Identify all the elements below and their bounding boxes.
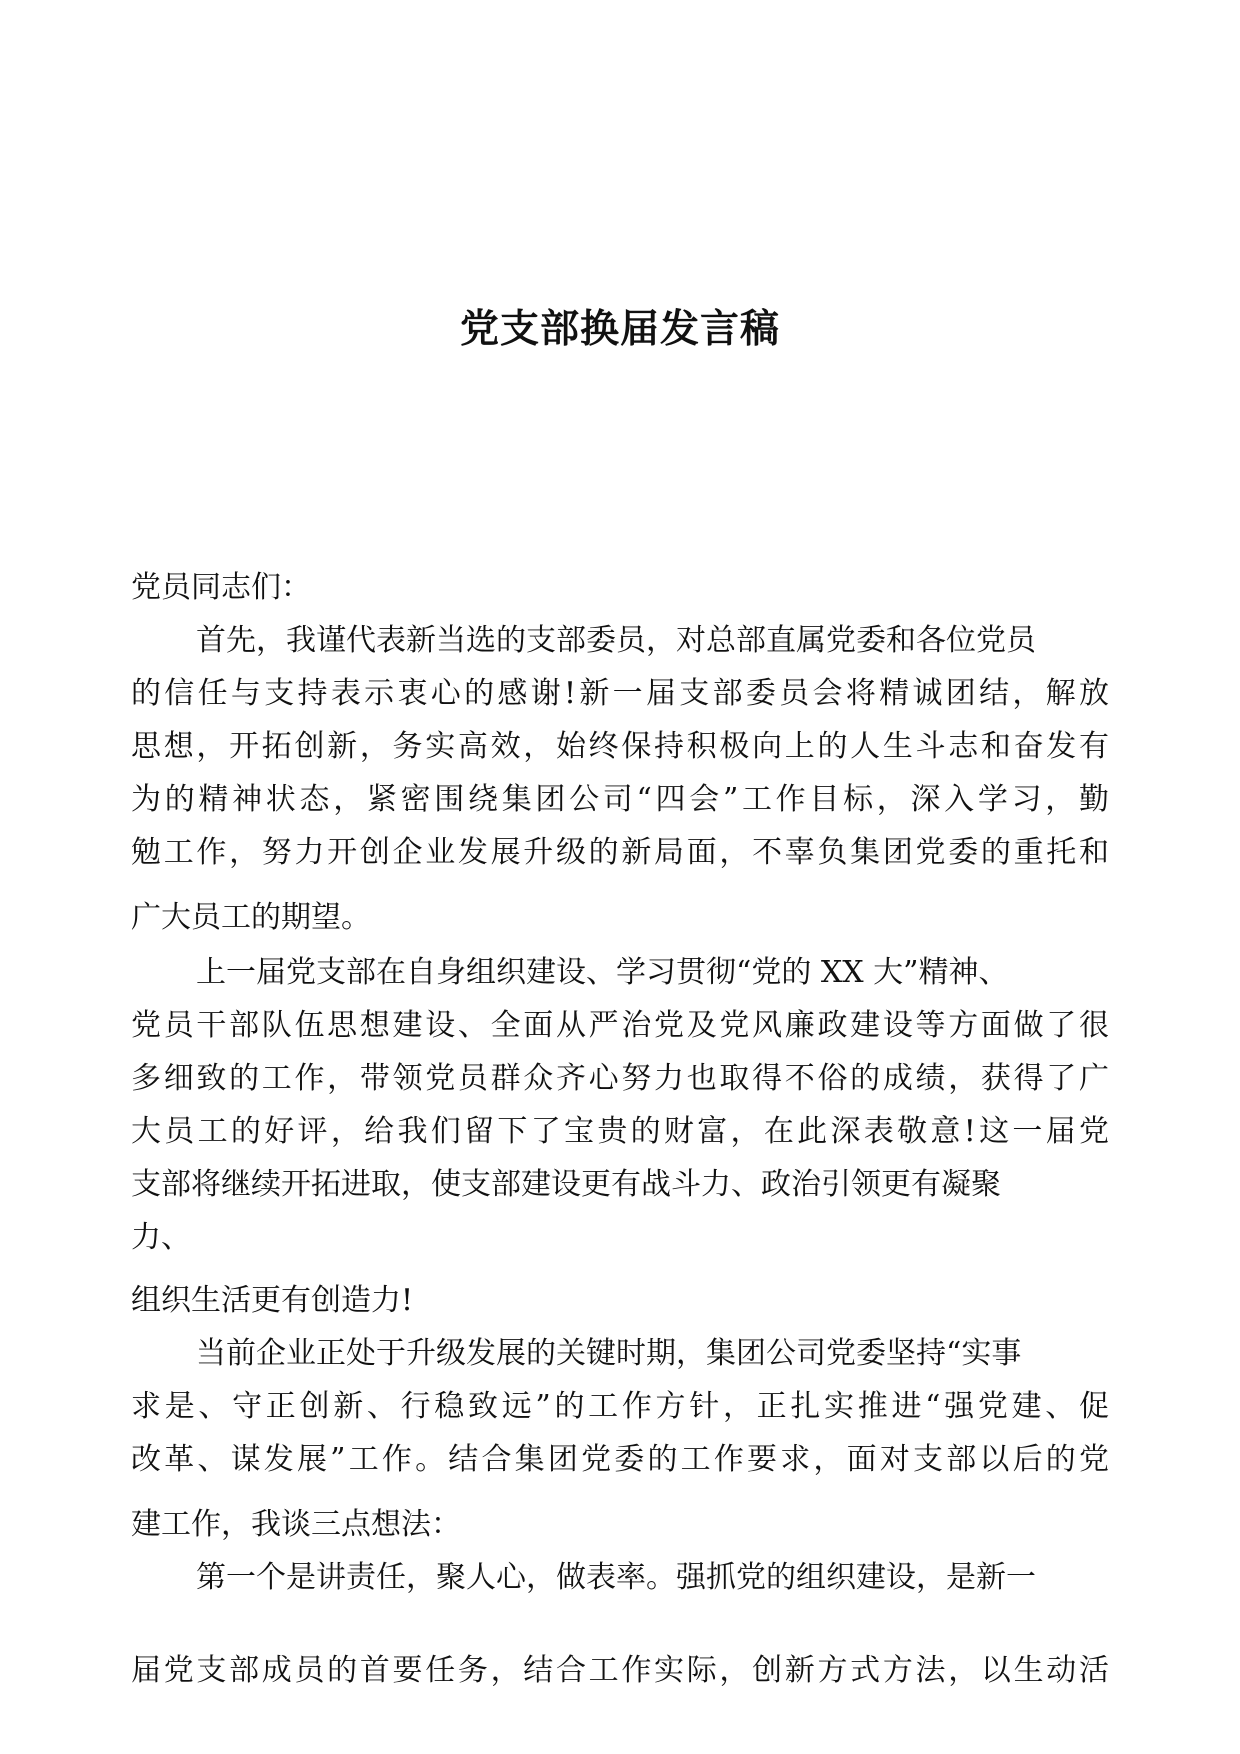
paragraph-line: 多细致的工作，带领党员群众齐心努力也取得不俗的成绩，获得了广 [131, 1061, 1109, 1096]
paragraph-line: 届党支部成员的首要任务，结合工作实际，创新方式方法，以生动活 [131, 1653, 1109, 1688]
document-title: 党支部换届发言稿 [459, 307, 780, 352]
paragraph-line: 勉工作，努力开创企业发展升级的新局面，不辜负集团党委的重托和 [131, 835, 1109, 870]
paragraph-line: 第一个是讲责任，聚人心，做表率。强抓党的组织建设，是新一 [196, 1560, 1036, 1595]
salutation-line: 党员同志们： [131, 570, 311, 605]
paragraph-line: 力、 [131, 1220, 191, 1255]
paragraph-line: 为的精神状态，紧密围绕集团公司“四会”工作目标，深入学习，勤 [131, 782, 1109, 817]
paragraph-line: 组织生活更有创造力! [131, 1283, 414, 1318]
paragraph-line: 的信任与支持表示衷心的感谢!新一届支部委员会将精诚团结，解放 [131, 676, 1109, 711]
paragraph-line: 改革、谋发展”工作。结合集团党委的工作要求，面对支部以后的党 [131, 1442, 1109, 1477]
paragraph-line: 当前企业正处于升级发展的关键时期，集团公司党委坚持“实事 [196, 1336, 1022, 1371]
paragraph-line: 党员干部队伍思想建设、全面从严治党及党风廉政建设等方面做了很 [131, 1008, 1109, 1043]
paragraph-line: 上一届党支部在自身组织建设、学习贯彻“党的 XX 大”精神、 [196, 955, 1009, 990]
paragraph-line: 大员工的好评，给我们留下了宝贵的财富，在此深表敬意!这一届党 [131, 1114, 1109, 1149]
paragraph-line: 支部将继续开拓进取，使支部建设更有战斗力、政治引领更有凝聚 [131, 1167, 1001, 1202]
paragraph-line: 首先，我谨代表新当选的支部委员，对总部直属党委和各位党员 [196, 623, 1036, 658]
paragraph-line: 广大员工的期望。 [131, 900, 371, 935]
paragraph-line: 思想，开拓创新，务实高效，始终保持积极向上的人生斗志和奋发有 [131, 729, 1109, 764]
paragraph-line: 求是、守正创新、行稳致远”的工作方针，正扎实推进“强党建、促 [131, 1389, 1109, 1424]
paragraph-line: 建工作，我谈三点想法： [131, 1507, 461, 1542]
